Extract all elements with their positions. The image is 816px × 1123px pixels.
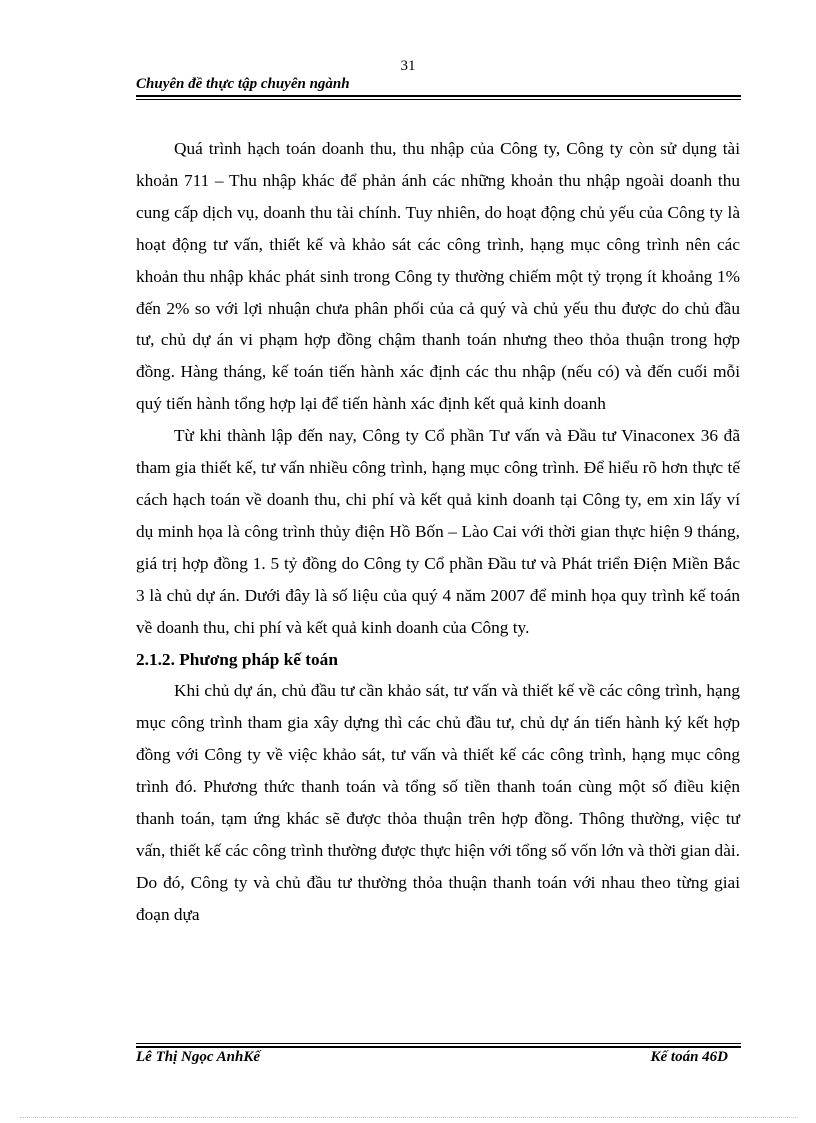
header-title: Chuyên đề thực tập chuyên ngành [136, 76, 350, 92]
page-bottom-dotted-border [20, 1117, 796, 1118]
header-rule-thick [136, 95, 741, 97]
section-heading: 2.1.2. Phương pháp kế toán [136, 649, 338, 669]
page-number: 31 [400, 58, 416, 74]
header-rule-thin [136, 99, 741, 100]
paragraph-3: Khi chủ dự án, chủ đầu tư cần khảo sát, tư vấn và thiết kế về các công trình, hạng mục công trình tham gia xây dựng thì các chủ đầu tư, chủ dự án tiến hành ký kết hợp đồng với Công ty về việc khảo sát, tư vấn và thiết kế các công trình, hạng mục công trình đó. Phương thức thanh toán và tổng số tiền thanh toán cùng một số điều kiện thanh toán, tạm ứng khác sẽ được thỏa thuận trên hợp đồng. Thông thường, việc tư vấn, thiết kế các công trình thường được thực hiện với tổng số vốn lớn và thời gian dài. Do đó, Công ty và chủ đầu tư thường thỏa thuận thanh toán với nhau theo từng giai đoạn dựa [136, 681, 740, 924]
paragraph-2: Từ khi thành lập đến nay, Công ty Cổ phần Tư vấn và Đầu tư Vinaconex 36 đã tham gia thiết kế, tư vấn nhiều công trình, hạng mục công trình. Để hiểu rõ hơn thực tế cách hạch toán về doanh thu, chi phí và kết quả kinh doanh tại Công ty, em xin lấy ví dụ minh họa là công trình thủy điện Hồ Bốn – Lào Cai với thời gian thực hiện 9 tháng, giá trị hợp đồng 1. 5 tỷ đồng do Công ty Cổ phần Đầu tư và Phát triển Điện Miền Bắc 3 là chủ dự án. Dưới đây là số liệu của quý 4 năm 2007 để minh họa quy trình kế toán về doanh thu, chi phí và kết quả kinh doanh của Công ty. [136, 426, 740, 637]
footer-rule-thin [136, 1043, 741, 1044]
paragraph-1: Quá trình hạch toán doanh thu, thu nhập của Công ty, Công ty còn sử dụng tài khoản 711 – Thu nhập khác để phản ánh các những khoản thu nhập ngoài doanh thu cung cấp dịch vụ, doanh thu tài chính. Tuy nhiên, do hoạt động chủ yếu của Công ty là hoạt động tư vấn, thiết kế và khảo sát các công trình, hạng mục công trình nên các khoản thu nhập khác phát sinh trong Công ty thường chiếm một tỷ trọng ít khoảng 1% đến 2% so với lợi nhuận chưa phân phối của cả quý và chủ yếu thu được do chủ đầu tư, chủ dự án vi phạm hợp đồng chậm thanh toán nhưng theo thỏa thuận trong hợp đồng. Hàng tháng, kế toán tiến hành xác định các thu nhập (nếu có) và đến cuối mỗi quý tiến hành tổng hợp lại để tiến hành xác định kết quả kinh doanh [136, 139, 740, 414]
footer-class: Kế toán 46D [650, 1049, 728, 1065]
footer-author: Lê Thị Ngọc AnhKế [136, 1049, 261, 1065]
document-body [136, 133, 740, 931]
footer-rule-thick [136, 1046, 741, 1048]
